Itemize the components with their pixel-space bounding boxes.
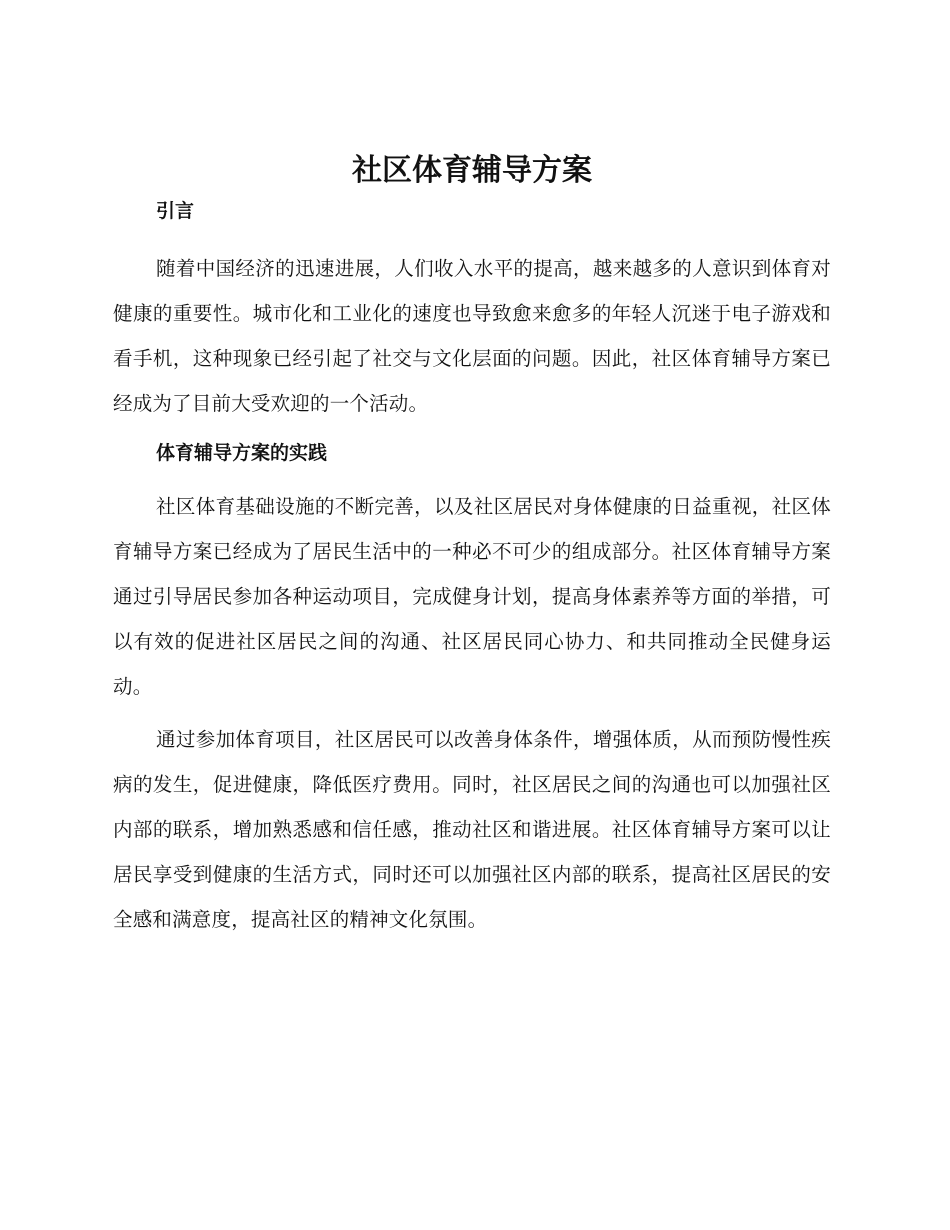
- document-page: [113, 148, 831, 950]
- section-heading: 引言: [156, 200, 195, 222]
- document-title: 社区体育辅导方案: [352, 153, 592, 188]
- paragraph: 通过参加体育项目，社区居民可以改善身体条件，增强体质，从而预防慢性疾病的发生，促进健康，降低医疗费用。同时，社区居民之间的沟通也可以加强社区内部的联系，增加熟悉感和信任感，推动社区和谐进展。社区体育辅导方案可以让居民享受到健康的生活方式，同时还可以加强社区内部的联系，提高社区居民的安全感和满意度，提高社区的精神文化氛围。: [113, 728, 831, 931]
- section-practice: [113, 440, 831, 942]
- section-heading: 体育辅导方案的实践: [156, 442, 328, 464]
- section-introduction: [113, 198, 831, 426]
- paragraph: 随着中国经济的迅速进展，人们收入水平的提高，越来越多的人意识到体育对健康的重要性。城市化和工业化的速度也导致愈来愈多的年轻人沉迷于电子游戏和看手机，这种现象已经引起了社交与文化层面的问题。因此，社区体育辅导方案已经成为了目前大受欢迎的一个活动。: [113, 257, 831, 415]
- paragraph: 社区体育基础设施的不断完善，以及社区居民对身体健康的日益重视，社区体育辅导方案已经成为了居民生活中的一种必不可少的组成部分。社区体育辅导方案通过引导居民参加各种运动项目，完成健身计划，提高身体素养等方面的举措，可以有效的促进社区居民之间的沟通、社区居民同心协力、和共同推动全民健身运动。: [113, 495, 831, 698]
